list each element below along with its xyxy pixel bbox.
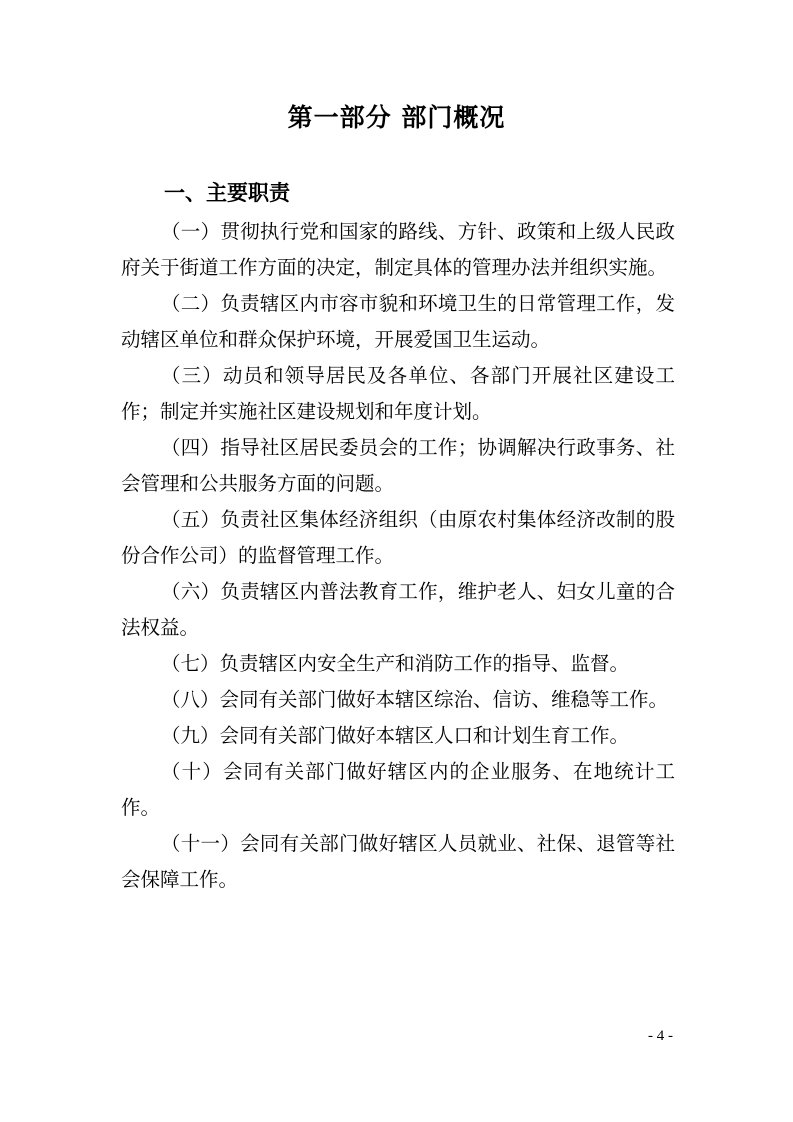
page-number: - 4 - <box>648 1028 673 1044</box>
duty-number: （九） <box>161 724 220 747</box>
duty-number: （四） <box>161 436 221 459</box>
duty-item <box>121 574 675 646</box>
duty-item <box>121 754 675 826</box>
duty-number: （七） <box>161 652 220 675</box>
duty-item <box>121 502 675 574</box>
duty-text: 会同有关部门做好辖区内的企业服务、在地统计工作。 <box>121 760 675 819</box>
duty-text: 指导社区居民委员会的工作；协调解决行政事务、社会管理和公共服务方面的问题。 <box>121 436 675 495</box>
duty-item <box>121 718 675 754</box>
page-title: 第一部分 部门概况 <box>287 103 506 132</box>
duty-number: （十） <box>161 760 223 783</box>
duty-text: 会同有关部门做好本辖区综治、信访、维稳等工作。 <box>219 688 669 711</box>
duty-item <box>121 430 675 502</box>
duty-text: 贯彻执行党和国家的路线、方针、政策和上级人民政府关于街道工作方面的决定，制定具体的管理办法并组织实施。 <box>121 220 675 279</box>
duty-item <box>121 682 675 718</box>
duty-item <box>121 646 675 682</box>
duty-text: 会同有关部门做好本辖区人口和计划生育工作。 <box>219 724 630 747</box>
duty-number: （一） <box>161 220 221 243</box>
duties-list <box>121 214 675 898</box>
duty-text: 负责辖区内普法教育工作，维护老人、妇女儿童的合法权益。 <box>121 580 675 639</box>
duty-text: 负责辖区内市容市貌和环境卫生的日常管理工作，发动辖区单位和群众保护环境，开展爱国卫生运动。 <box>121 292 675 351</box>
duty-text: 负责辖区内安全生产和消防工作的指导、监督。 <box>219 652 630 675</box>
duty-text: 会同有关部门做好辖区人员就业、社保、退管等社会保障工作。 <box>121 832 675 891</box>
section-heading: 一、主要职责 <box>164 181 290 205</box>
duty-number: （五） <box>161 508 221 531</box>
duty-item <box>121 358 675 430</box>
duty-number: （六） <box>161 580 221 603</box>
duty-item <box>121 286 675 358</box>
duty-item <box>121 826 675 898</box>
duty-text: 负责社区集体经济组织（由原农村集体经济改制的股份合作公司）的监督管理工作。 <box>121 508 675 567</box>
duty-number: （二） <box>161 292 221 315</box>
duty-item <box>121 214 675 286</box>
duty-number: （十一） <box>161 832 241 855</box>
duty-number: （八） <box>161 688 220 711</box>
duty-number: （三） <box>161 364 223 387</box>
duty-text: 动员和领导居民及各单位、各部门开展社区建设工作；制定并实施社区建设规划和年度计划。 <box>121 364 675 423</box>
